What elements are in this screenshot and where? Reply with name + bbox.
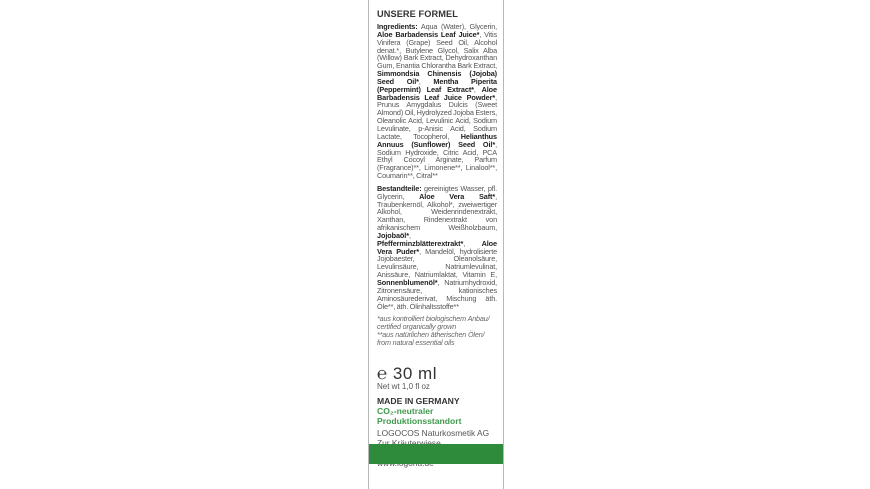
ingredients-en — [377, 23, 497, 180]
ingredient-text: , Mandelöl, hydrolisierte Jojobaester, Oleanolsäure, Levulinsäure, Natriumlevulinat, Anissäure, Natriumlaktat, Vitamin E, — [377, 246, 497, 280]
address-line: LOGOCOS Naturkosmetik AG — [377, 428, 490, 439]
ingredient-text: , Natriumhydroxid, Zitronensäure, kationisches Aminosäurederivat, Mischung äth. Öle**, äth. Ölinhaltsstoffe** — [377, 278, 497, 311]
ingredient-text: , — [408, 230, 411, 240]
ingredient-text: , — [418, 76, 434, 86]
footnote-line: **aus natürlichen ätherischen Ölen/ — [377, 330, 485, 340]
footnotes — [377, 315, 497, 347]
ingredient-text: gereinigtes Wasser, pfl. Glycerin, — [377, 183, 497, 201]
ingredient-bold: Aloe Barbadensis Leaf Juice* — [377, 29, 480, 39]
ingredient-text: , — [473, 84, 482, 94]
ingredient-bold: Aloe Barbadensis Leaf Juice Powder* — [377, 84, 497, 102]
made-in: MADE IN GERMANY — [377, 396, 460, 407]
label-panel — [368, 0, 504, 489]
green-band — [369, 444, 503, 464]
ingredients-de — [377, 185, 497, 311]
co2-line-1: CO₂-neutraler — [377, 406, 434, 417]
ingredients-en-label: Ingredients: — [377, 22, 418, 31]
volume: ℮ 30 ml — [377, 364, 437, 384]
label-content — [377, 9, 497, 468]
ingredient-bold: Sonnenblumenöl* — [377, 278, 438, 287]
ingredient-text: Aqua (Water), Glycerin, — [417, 22, 497, 31]
ingredients-de-label: Bestandteile: — [377, 183, 422, 193]
ingredients-en-body — [377, 22, 497, 180]
ingredient-bold: Aloe Vera Saft* — [419, 191, 496, 201]
footnote-line: *aus kontrolliert biologischem Anbau/ — [377, 314, 490, 324]
ingredient-text: , — [463, 238, 482, 248]
ingredient-text: , Prunus Amygdalus Dulcis (Sweet Almond) Oil, Hydrolyzed Jojoba Esters, Oleanolic Acid, Levulinic Acid, Sodium Levulinate, p-Anisic Acid, Sodium Lactate, Tocopherol, — [377, 92, 497, 141]
formula-heading: UNSERE FORMEL — [377, 9, 458, 19]
ingredient-bold: Pfefferminzblätterextrakt* — [377, 238, 464, 248]
ingredients-de-body — [377, 184, 497, 311]
ingredient-bold: Helianthus Annuus (Sunflower) Seed Oil* — [377, 131, 497, 149]
ingredient-bold: Jojobaöl* — [377, 230, 409, 240]
ingredient-bold: Mentha Piperita (Peppermint) Leaf Extract* — [377, 76, 497, 94]
co2-line-2: Produktionsstandort — [377, 416, 462, 427]
net-weight: Net wt 1,0 fl oz — [377, 382, 430, 392]
ingredient-bold: Simmondsia Chinensis (Jojoba) Seed Oil* — [377, 69, 497, 86]
ingredient-text: , Vitis Vinifera (Grape) Seed Oil, Alcohol denat.*, Butylene Glycol, Salix Alba (Willow) Bark Extract, Dehydroxanthan Gum, Enantia Chlorantha Bark Extract, — [377, 29, 497, 71]
ingredient-text: , Traubenkernöl, Alkohol*, zweiwertiger Alkohol, Weidenrindenextrakt, Xanthan, Rindenextrakt von afrikanischem Weißholzbaum, — [377, 191, 497, 233]
ingredient-text: , Sodium Hydroxide, Citric Acid, PCA Ethyl Cocoyl Arginate, Parfum (Fragrance)**, Limonene**, Linalool**, Coumarin**, Citral** — [377, 139, 497, 181]
footnote-line: from natural essential oils — [377, 338, 455, 348]
ingredient-bold: Aloe Vera Puder* — [377, 238, 497, 256]
footnote-line: certified organically grown — [377, 322, 457, 332]
